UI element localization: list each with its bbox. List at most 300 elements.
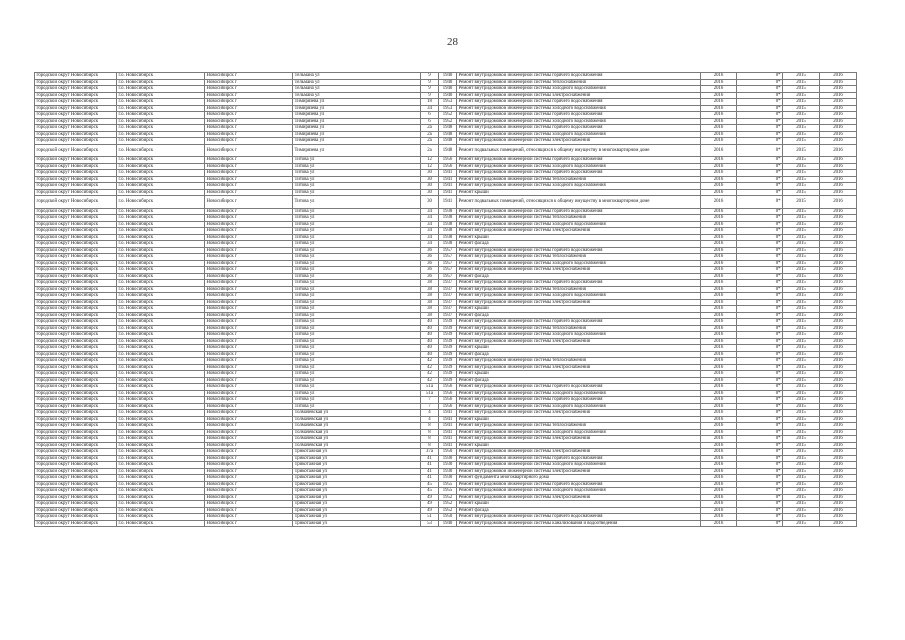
cell-start-year: 2015 bbox=[783, 215, 820, 222]
cell-street: Титова ул bbox=[293, 358, 421, 365]
cell-cost: 0* bbox=[737, 170, 783, 177]
cell-plan-year: 2016 bbox=[701, 520, 737, 527]
cell-end-year: 2016 bbox=[820, 319, 857, 326]
cell-plan-year: 2016 bbox=[701, 384, 737, 391]
cell-house-number: 41 bbox=[421, 455, 439, 462]
cell-municipality: городской округ Новосибирск bbox=[35, 507, 117, 514]
cell-plan-year: 2016 bbox=[701, 176, 737, 183]
cell-locality: Новосибирск г bbox=[205, 189, 293, 196]
cell-cost: 0* bbox=[737, 293, 783, 300]
cell-plan-year: 2016 bbox=[701, 79, 737, 86]
cell-house-number: 34 bbox=[421, 105, 439, 112]
cell-start-year: 2015 bbox=[783, 351, 820, 358]
cell-street: Титова ул bbox=[293, 157, 421, 164]
cell-house-number: 9 bbox=[421, 92, 439, 99]
cell-plan-year: 2016 bbox=[701, 481, 737, 488]
cell-locality: Новосибирск г bbox=[205, 176, 293, 183]
cell-cost: 0* bbox=[737, 125, 783, 132]
cell-cost: 0* bbox=[737, 416, 783, 423]
cell-municipality: городской округ Новосибирск bbox=[35, 293, 117, 300]
cell-build-year: 1939 bbox=[439, 364, 457, 371]
cell-start-year: 2015 bbox=[783, 358, 820, 365]
cell-plan-year: 2016 bbox=[701, 73, 737, 80]
cell-work-type: Ремонт внутридомовой инженерной системы электроснабжения bbox=[457, 267, 701, 274]
cell-municipal-unit: г.о. Новосибирск bbox=[117, 455, 205, 462]
cell-start-year: 2015 bbox=[783, 462, 820, 469]
cell-house-number: 51а bbox=[421, 384, 439, 391]
cell-end-year: 2016 bbox=[820, 112, 857, 119]
cell-end-year: 2016 bbox=[820, 215, 857, 222]
cell-plan-year: 2016 bbox=[701, 247, 737, 254]
cell-house-number: 34 bbox=[421, 234, 439, 241]
cell-municipality: городской округ Новосибирск bbox=[35, 215, 117, 222]
cell-end-year: 2016 bbox=[820, 351, 857, 358]
cell-end-year: 2016 bbox=[820, 455, 857, 462]
cell-build-year: 1955 bbox=[439, 488, 457, 495]
cell-municipality: городской округ Новосибирск bbox=[35, 488, 117, 495]
cell-work-type: Ремонт фасада bbox=[457, 377, 701, 384]
cell-municipal-unit: г.о. Новосибирск bbox=[117, 462, 205, 469]
cell-street: Тельмана ул bbox=[293, 86, 421, 93]
cell-plan-year: 2016 bbox=[701, 494, 737, 501]
cell-start-year: 2015 bbox=[783, 384, 820, 391]
cell-work-type: Ремонт внутридомовой инженерной системы горячего водоснабжения bbox=[457, 170, 701, 177]
cell-street: Титова ул bbox=[293, 280, 421, 287]
cell-build-year: 1957 bbox=[439, 267, 457, 274]
cell-end-year: 2016 bbox=[820, 488, 857, 495]
cell-end-year: 2016 bbox=[820, 514, 857, 521]
cell-start-year: 2015 bbox=[783, 468, 820, 475]
cell-cost: 0* bbox=[737, 273, 783, 280]
cell-house-number: 36 bbox=[421, 247, 439, 254]
cell-street: Титова ул bbox=[293, 371, 421, 378]
cell-work-type: Ремонт внутридомовой инженерной системы электроснабжения bbox=[457, 449, 701, 456]
cell-house-number: 9 bbox=[421, 86, 439, 93]
cell-house-number: 38 bbox=[421, 299, 439, 306]
cell-municipal-unit: г.о. Новосибирск bbox=[117, 293, 205, 300]
cell-build-year: 1941 bbox=[439, 183, 457, 190]
cell-locality: Новосибирск г bbox=[205, 423, 293, 430]
cell-work-type: Ремонт крыши bbox=[457, 442, 701, 449]
cell-municipality: городской округ Новосибирск bbox=[35, 416, 117, 423]
cell-build-year: 1948 bbox=[439, 125, 457, 132]
cell-locality: Новосибирск г bbox=[205, 436, 293, 443]
cell-work-type: Ремонт крыши bbox=[457, 371, 701, 378]
cell-street: Титова ул bbox=[293, 254, 421, 261]
cell-municipality: городской округ Новосибирск bbox=[35, 196, 117, 209]
cell-municipal-unit: г.о. Новосибирск bbox=[117, 189, 205, 196]
cell-build-year: 1941 bbox=[439, 196, 457, 209]
cell-start-year: 2015 bbox=[783, 514, 820, 521]
cell-house-number: 8 bbox=[421, 442, 439, 449]
cell-municipal-unit: г.о. Новосибирск bbox=[117, 306, 205, 313]
cell-plan-year: 2016 bbox=[701, 183, 737, 190]
cell-house-number: 4 bbox=[421, 410, 439, 417]
cell-plan-year: 2016 bbox=[701, 273, 737, 280]
cell-build-year: 1937 bbox=[439, 286, 457, 293]
cell-cost: 0* bbox=[737, 325, 783, 332]
cell-work-type: Ремонт внутридомовой инженерной системы холодного водоснабжения bbox=[457, 118, 701, 125]
cell-municipality: городской округ Новосибирск bbox=[35, 358, 117, 365]
cell-municipality: городской округ Новосибирск bbox=[35, 299, 117, 306]
cell-house-number: 40 bbox=[421, 351, 439, 358]
cell-work-type: Ремонт внутридомовой инженерной системы электроснабжения bbox=[457, 92, 701, 99]
cell-plan-year: 2016 bbox=[701, 475, 737, 482]
cell-end-year: 2016 bbox=[820, 99, 857, 106]
cell-cost: 0* bbox=[737, 79, 783, 86]
cell-locality: Новосибирск г bbox=[205, 73, 293, 80]
cell-cost: 0* bbox=[737, 312, 783, 319]
cell-start-year: 2015 bbox=[783, 112, 820, 119]
cell-municipality: городской округ Новосибирск bbox=[35, 345, 117, 352]
cell-build-year: 1941 bbox=[439, 176, 457, 183]
cell-plan-year: 2016 bbox=[701, 286, 737, 293]
cell-end-year: 2016 bbox=[820, 234, 857, 241]
cell-work-type: Ремонт внутридомовой инженерной системы теплоснабжения bbox=[457, 254, 701, 261]
cell-end-year: 2016 bbox=[820, 520, 857, 527]
cell-house-number: 2а bbox=[421, 125, 439, 132]
cell-street: Титова ул bbox=[293, 293, 421, 300]
cell-work-type: Ремонт внутридомовой инженерной системы теплоснабжения bbox=[457, 325, 701, 332]
cell-house-number: 8 bbox=[421, 436, 439, 443]
cell-locality: Новосибирск г bbox=[205, 183, 293, 190]
cell-end-year: 2016 bbox=[820, 170, 857, 177]
cell-cost: 0* bbox=[737, 189, 783, 196]
cell-municipal-unit: г.о. Новосибирск bbox=[117, 507, 205, 514]
cell-work-type: Ремонт внутридомовой инженерной системы холодного водоснабжения bbox=[457, 403, 701, 410]
cell-house-number: 41 bbox=[421, 475, 439, 482]
cell-locality: Новосибирск г bbox=[205, 371, 293, 378]
cell-end-year: 2016 bbox=[820, 494, 857, 501]
cell-cost: 0* bbox=[737, 514, 783, 521]
cell-build-year: 1937 bbox=[439, 312, 457, 319]
cell-cost: 0* bbox=[737, 267, 783, 274]
cell-house-number: 42 bbox=[421, 371, 439, 378]
cell-build-year: 1948 bbox=[439, 131, 457, 138]
cell-house-number: 12 bbox=[421, 163, 439, 170]
cell-start-year: 2015 bbox=[783, 325, 820, 332]
cell-plan-year: 2016 bbox=[701, 436, 737, 443]
cell-locality: Новосибирск г bbox=[205, 319, 293, 326]
cell-cost: 0* bbox=[737, 423, 783, 430]
cell-locality: Новосибирск г bbox=[205, 280, 293, 287]
cell-municipal-unit: г.о. Новосибирск bbox=[117, 397, 205, 404]
cell-start-year: 2015 bbox=[783, 260, 820, 267]
cell-locality: Новосибирск г bbox=[205, 79, 293, 86]
cell-locality: Новосибирск г bbox=[205, 306, 293, 313]
cell-locality: Новосибирск г bbox=[205, 196, 293, 209]
cell-municipal-unit: г.о. Новосибирск bbox=[117, 514, 205, 521]
cell-work-type: Ремонт внутридомовой инженерной системы электроснабжения bbox=[457, 299, 701, 306]
cell-municipality: городской округ Новосибирск bbox=[35, 92, 117, 99]
table-row bbox=[35, 520, 857, 527]
cell-build-year: 1940 bbox=[439, 520, 457, 527]
cell-start-year: 2015 bbox=[783, 501, 820, 508]
cell-start-year: 2015 bbox=[783, 520, 820, 527]
cell-street: Титова ул bbox=[293, 176, 421, 183]
cell-municipality: городской округ Новосибирск bbox=[35, 494, 117, 501]
cell-build-year: 1948 bbox=[439, 144, 457, 157]
cell-cost: 0* bbox=[737, 306, 783, 313]
cell-work-type: Ремонт подвальных помещений, относящихся к общему имуществу в многоквартирном доме bbox=[457, 196, 701, 209]
cell-work-type: Ремонт внутридомовой инженерной системы холодного водоснабжения bbox=[457, 131, 701, 138]
cell-street: Тимирязева ул bbox=[293, 144, 421, 157]
cell-locality: Новосибирск г bbox=[205, 105, 293, 112]
cell-house-number: 53 bbox=[421, 520, 439, 527]
cell-start-year: 2015 bbox=[783, 163, 820, 170]
cell-municipal-unit: г.о. Новосибирск bbox=[117, 131, 205, 138]
cell-work-type: Ремонт крыши bbox=[457, 501, 701, 508]
cell-plan-year: 2016 bbox=[701, 455, 737, 462]
cell-work-type: Ремонт фасада bbox=[457, 312, 701, 319]
cell-work-type: Ремонт внутридомовой инженерной системы горячего водоснабжения bbox=[457, 157, 701, 164]
cell-work-type: Ремонт крыши bbox=[457, 345, 701, 352]
cell-plan-year: 2016 bbox=[701, 299, 737, 306]
cell-house-number: 41 bbox=[421, 468, 439, 475]
cell-work-type: Ремонт внутридомовой инженерной системы теплоснабжения bbox=[457, 358, 701, 365]
cell-municipality: городской округ Новосибирск bbox=[35, 112, 117, 119]
cell-end-year: 2016 bbox=[820, 416, 857, 423]
cell-street: Титова ул bbox=[293, 351, 421, 358]
cell-work-type: Ремонт внутридомовой инженерной системы холодного водоснабжения bbox=[457, 260, 701, 267]
cell-municipal-unit: г.о. Новосибирск bbox=[117, 423, 205, 430]
cell-plan-year: 2016 bbox=[701, 112, 737, 119]
cell-street: Трикотажная ул bbox=[293, 455, 421, 462]
cell-end-year: 2016 bbox=[820, 221, 857, 228]
cell-locality: Новосибирск г bbox=[205, 163, 293, 170]
cell-street: Титова ул bbox=[293, 267, 421, 274]
cell-end-year: 2016 bbox=[820, 208, 857, 215]
cell-end-year: 2016 bbox=[820, 183, 857, 190]
cell-build-year: 1939 bbox=[439, 319, 457, 326]
cell-municipal-unit: г.о. Новосибирск bbox=[117, 325, 205, 332]
cell-end-year: 2016 bbox=[820, 293, 857, 300]
cell-build-year: 1955 bbox=[439, 481, 457, 488]
cell-locality: Новосибирск г bbox=[205, 286, 293, 293]
cell-end-year: 2016 bbox=[820, 312, 857, 319]
cell-start-year: 2015 bbox=[783, 118, 820, 125]
cell-cost: 0* bbox=[737, 163, 783, 170]
cell-start-year: 2015 bbox=[783, 131, 820, 138]
cell-municipal-unit: г.о. Новосибирск bbox=[117, 384, 205, 391]
cell-start-year: 2015 bbox=[783, 436, 820, 443]
cell-municipality: городской округ Новосибирск bbox=[35, 125, 117, 132]
cell-cost: 0* bbox=[737, 286, 783, 293]
cell-locality: Новосибирск г bbox=[205, 293, 293, 300]
cell-plan-year: 2016 bbox=[701, 358, 737, 365]
cell-street: Трикотажная ул bbox=[293, 481, 421, 488]
cell-municipality: городской округ Новосибирск bbox=[35, 273, 117, 280]
cell-cost: 0* bbox=[737, 105, 783, 112]
cell-street: Трикотажная ул bbox=[293, 494, 421, 501]
cell-street: Трикотажная ул bbox=[293, 462, 421, 469]
cell-municipal-unit: г.о. Новосибирск bbox=[117, 234, 205, 241]
cell-work-type: Ремонт внутридомовой инженерной системы горячего водоснабжения bbox=[457, 247, 701, 254]
cell-house-number: 38 bbox=[421, 286, 439, 293]
cell-build-year: 1940 bbox=[439, 92, 457, 99]
cell-house-number: 51а bbox=[421, 390, 439, 397]
cell-plan-year: 2016 bbox=[701, 267, 737, 274]
cell-municipal-unit: г.о. Новосибирск bbox=[117, 371, 205, 378]
cell-work-type: Ремонт внутридомовой инженерной системы горячего водоснабжения bbox=[457, 397, 701, 404]
cell-municipal-unit: г.о. Новосибирск bbox=[117, 228, 205, 235]
cell-street: Тимирязева ул bbox=[293, 138, 421, 145]
cell-build-year: 1956 bbox=[439, 403, 457, 410]
cell-municipal-unit: г.о. Новосибирск bbox=[117, 403, 205, 410]
cell-municipality: городской округ Новосибирск bbox=[35, 436, 117, 443]
cell-locality: Новосибирск г bbox=[205, 358, 293, 365]
cell-work-type: Ремонт внутридомовой инженерной системы горячего водоснабжения bbox=[457, 455, 701, 462]
cell-locality: Новосибирск г bbox=[205, 312, 293, 319]
cell-house-number: 38 bbox=[421, 280, 439, 287]
cell-plan-year: 2016 bbox=[701, 449, 737, 456]
cell-build-year: 1957 bbox=[439, 247, 457, 254]
cell-start-year: 2015 bbox=[783, 267, 820, 274]
cell-locality: Новосибирск г bbox=[205, 170, 293, 177]
cell-work-type: Ремонт внутридомовой инженерной системы холодного водоснабжения bbox=[457, 86, 701, 93]
cell-municipality: городской округ Новосибирск bbox=[35, 410, 117, 417]
cell-start-year: 2015 bbox=[783, 105, 820, 112]
cell-municipal-unit: г.о. Новосибирск bbox=[117, 144, 205, 157]
cell-end-year: 2016 bbox=[820, 286, 857, 293]
cell-end-year: 2016 bbox=[820, 507, 857, 514]
cell-build-year: 1937 bbox=[439, 280, 457, 287]
cell-start-year: 2015 bbox=[783, 228, 820, 235]
cell-street: Титова ул bbox=[293, 286, 421, 293]
cell-build-year: 1930 bbox=[439, 475, 457, 482]
cell-locality: Новосибирск г bbox=[205, 144, 293, 157]
cell-locality: Новосибирск г bbox=[205, 390, 293, 397]
cell-municipal-unit: г.о. Новосибирск bbox=[117, 112, 205, 119]
cell-street: Титова ул bbox=[293, 384, 421, 391]
cell-locality: Новосибирск г bbox=[205, 254, 293, 261]
cell-street: Тимирязева ул bbox=[293, 125, 421, 132]
cell-build-year: 1940 bbox=[439, 73, 457, 80]
cell-work-type: Ремонт внутридомовой инженерной системы теплоснабжения bbox=[457, 215, 701, 222]
cell-work-type: Ремонт внутридомовой инженерной системы электроснабжения bbox=[457, 138, 701, 145]
cell-cost: 0* bbox=[737, 196, 783, 209]
cell-street: Тельмана ул bbox=[293, 73, 421, 80]
cell-street: Трикотажная ул bbox=[293, 501, 421, 508]
cell-street: Тимирязева ул bbox=[293, 112, 421, 119]
cell-end-year: 2016 bbox=[820, 358, 857, 365]
cell-municipal-unit: г.о. Новосибирск bbox=[117, 520, 205, 527]
cell-cost: 0* bbox=[737, 338, 783, 345]
cell-municipality: городской округ Новосибирск bbox=[35, 183, 117, 190]
cell-locality: Новосибирск г bbox=[205, 345, 293, 352]
cell-locality: Новосибирск г bbox=[205, 92, 293, 99]
cell-start-year: 2015 bbox=[783, 488, 820, 495]
cell-work-type: Ремонт внутридомовой инженерной системы горячего водоснабжения bbox=[457, 112, 701, 119]
cell-end-year: 2016 bbox=[820, 475, 857, 482]
cell-plan-year: 2016 bbox=[701, 507, 737, 514]
cell-cost: 0* bbox=[737, 144, 783, 157]
cell-house-number: 36 bbox=[421, 260, 439, 267]
cell-locality: Новосибирск г bbox=[205, 228, 293, 235]
cell-build-year: 1950 bbox=[439, 514, 457, 521]
cell-municipal-unit: г.о. Новосибирск bbox=[117, 286, 205, 293]
cell-street: Тимирязева ул bbox=[293, 131, 421, 138]
cell-municipal-unit: г.о. Новосибирск bbox=[117, 319, 205, 326]
cell-house-number: 7 bbox=[421, 403, 439, 410]
cell-house-number: 4 bbox=[421, 416, 439, 423]
cell-start-year: 2015 bbox=[783, 125, 820, 132]
cell-plan-year: 2016 bbox=[701, 397, 737, 404]
cell-plan-year: 2016 bbox=[701, 332, 737, 339]
cell-plan-year: 2016 bbox=[701, 234, 737, 241]
cell-municipal-unit: г.о. Новосибирск bbox=[117, 170, 205, 177]
cell-build-year: 1940 bbox=[439, 86, 457, 93]
cell-build-year: 1930 bbox=[439, 468, 457, 475]
cell-build-year: 1938 bbox=[439, 234, 457, 241]
cell-plan-year: 2016 bbox=[701, 221, 737, 228]
cell-end-year: 2016 bbox=[820, 131, 857, 138]
cell-municipality: городской округ Новосибирск bbox=[35, 351, 117, 358]
cell-house-number: 30 bbox=[421, 189, 439, 196]
cell-work-type: Ремонт крыши bbox=[457, 306, 701, 313]
cell-start-year: 2015 bbox=[783, 247, 820, 254]
cell-work-type: Ремонт внутридомовой инженерной системы электроснабжения bbox=[457, 228, 701, 235]
cell-plan-year: 2016 bbox=[701, 125, 737, 132]
cell-start-year: 2015 bbox=[783, 79, 820, 86]
cell-house-number: 40 bbox=[421, 325, 439, 332]
cell-plan-year: 2016 bbox=[701, 196, 737, 209]
cell-build-year: 1930 bbox=[439, 455, 457, 462]
cell-build-year: 1939 bbox=[439, 338, 457, 345]
cell-plan-year: 2016 bbox=[701, 371, 737, 378]
cell-house-number: 40 bbox=[421, 332, 439, 339]
cell-build-year: 1950 bbox=[439, 449, 457, 456]
cell-cost: 0* bbox=[737, 319, 783, 326]
cell-locality: Новосибирск г bbox=[205, 494, 293, 501]
cell-end-year: 2016 bbox=[820, 299, 857, 306]
cell-locality: Новосибирск г bbox=[205, 488, 293, 495]
cell-plan-year: 2016 bbox=[701, 377, 737, 384]
cell-build-year: 1952 bbox=[439, 118, 457, 125]
cell-work-type: Ремонт подвальных помещений, относящихся к общему имуществу в многоквартирном доме bbox=[457, 144, 701, 157]
cell-house-number: 8 bbox=[421, 423, 439, 430]
cell-locality: Новосибирск г bbox=[205, 118, 293, 125]
cell-municipality: городской округ Новосибирск bbox=[35, 118, 117, 125]
cell-house-number: 34 bbox=[421, 208, 439, 215]
cell-street: Титова ул bbox=[293, 345, 421, 352]
cell-cost: 0* bbox=[737, 364, 783, 371]
cell-locality: Новосибирск г bbox=[205, 273, 293, 280]
cell-house-number: 51 bbox=[421, 514, 439, 521]
cell-end-year: 2016 bbox=[820, 397, 857, 404]
cell-municipality: городской округ Новосибирск bbox=[35, 475, 117, 482]
cell-locality: Новосибирск г bbox=[205, 157, 293, 164]
cell-cost: 0* bbox=[737, 384, 783, 391]
cell-street: Толмачевская ул bbox=[293, 442, 421, 449]
cell-street: Толмачевская ул bbox=[293, 410, 421, 417]
cell-build-year: 1941 bbox=[439, 170, 457, 177]
cell-end-year: 2016 bbox=[820, 468, 857, 475]
cell-start-year: 2015 bbox=[783, 241, 820, 248]
cell-cost: 0* bbox=[737, 397, 783, 404]
cell-build-year: 1938 bbox=[439, 208, 457, 215]
cell-municipal-unit: г.о. Новосибирск bbox=[117, 442, 205, 449]
cell-end-year: 2016 bbox=[820, 267, 857, 274]
cell-end-year: 2016 bbox=[820, 125, 857, 132]
cell-cost: 0* bbox=[737, 234, 783, 241]
cell-plan-year: 2016 bbox=[701, 462, 737, 469]
cell-end-year: 2016 bbox=[820, 481, 857, 488]
cell-locality: Новосибирск г bbox=[205, 267, 293, 274]
cell-work-type: Ремонт внутридомовой инженерной системы горячего водоснабжения bbox=[457, 73, 701, 80]
cell-municipality: городской округ Новосибирск bbox=[35, 306, 117, 313]
cell-street: Титова ул bbox=[293, 247, 421, 254]
